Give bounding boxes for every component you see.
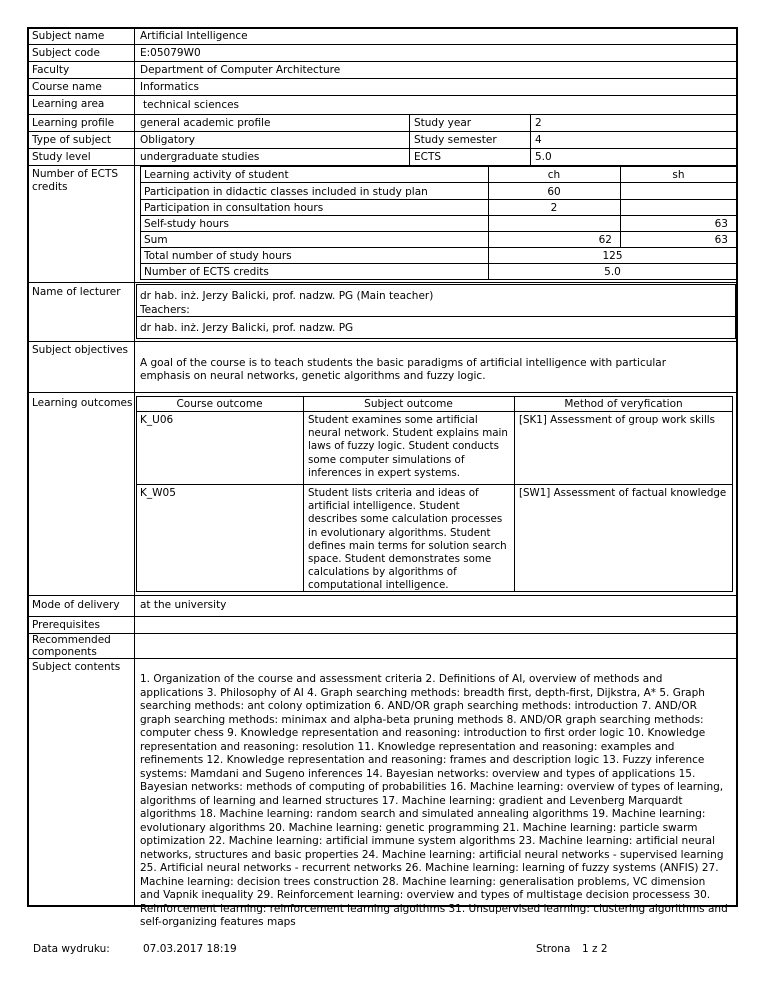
ects-total-label: Total number of study hours — [144, 250, 292, 262]
row-line — [28, 61, 737, 62]
learning-area-value: technical sciences — [143, 99, 240, 111]
outcomes-label: Learning outcomes — [32, 397, 133, 409]
ects-line — [140, 199, 737, 200]
ects-line — [140, 215, 737, 216]
ects-label: ECTS — [414, 151, 442, 163]
ects-header-activity: Learning activity of student — [144, 169, 289, 181]
prerequisites-label: Prerequisites — [32, 619, 100, 631]
outcome-method: [SW1] Assessment of factual knowledge — [519, 487, 727, 499]
type-of-subject-value: Obligatory — [140, 134, 195, 146]
label-column-divider — [134, 28, 135, 906]
subject-name-label: Subject name — [32, 30, 105, 42]
ects-row-activity: Self-study hours — [144, 218, 229, 230]
outcome-course: K_U06 — [140, 414, 174, 426]
row-line — [28, 44, 737, 45]
ects-header-sh: sh — [672, 169, 685, 181]
ects-row-ch: 60 — [547, 186, 561, 198]
page-label: Strona — [536, 943, 571, 955]
subject-name-value: Artificial Intelligence — [140, 30, 248, 42]
ects-row-activity: Participation in consultation hours — [144, 202, 324, 214]
page-number: 1 z 2 — [582, 943, 608, 955]
row-line — [28, 95, 737, 96]
course-name-label: Course name — [32, 81, 102, 93]
ects-line — [140, 247, 737, 248]
outcome-course: K_W05 — [140, 487, 176, 499]
row-line — [28, 595, 737, 596]
outcomes-col-line — [303, 396, 304, 592]
subject-code-value: E:05079W0 — [140, 47, 201, 59]
row-line — [28, 78, 737, 79]
ects-credits-label: Number of ECTS credits — [32, 168, 119, 193]
row-line — [28, 114, 737, 115]
learning-profile-label: Learning profile — [32, 117, 115, 129]
mode-of-delivery-label: Mode of delivery — [32, 599, 120, 611]
row-line — [28, 616, 737, 617]
ects-header-ch: ch — [547, 169, 561, 181]
learning-area-label: Learning area — [32, 98, 105, 110]
recommended-label: Recommended components — [32, 634, 111, 658]
row-line — [28, 392, 737, 393]
lecturer-line — [136, 316, 736, 317]
lecturer-label: Name of lecturer — [32, 286, 121, 298]
objectives-label: Subject objectives — [32, 344, 129, 356]
ects-row-sh: 63 — [714, 234, 728, 246]
row-line — [28, 131, 737, 132]
ects-total-value: 125 — [602, 250, 623, 262]
course-name-value: Informatics — [140, 81, 199, 93]
row-line — [28, 148, 737, 149]
study-year-value: 2 — [535, 117, 542, 129]
ects-credits-row-value: 5.0 — [604, 266, 621, 278]
outcomes-header-course: Course outcome — [176, 398, 263, 410]
row-line — [28, 341, 737, 342]
ects-value: 5.0 — [535, 151, 552, 163]
ects-line — [140, 182, 737, 183]
objectives-text: A goal of the course is to teach students the basic paradigms of artificial intelligence with particular emphasis on neural networks, genetic algorithms and fuzzy logic. — [140, 357, 667, 383]
study-level-value: undergraduate studies — [140, 151, 260, 163]
print-date-value: 07.03.2017 18:19 — [143, 943, 237, 955]
contents-text: 1. Organization of the course and assessment criteria 2. Definitions of AI, overview of methods and applications 3. Philosophy of AI 4. Graph searching methods: breadth first, depth-first, Dijkstra, A* 5. Graph searching methods: ant colony optimization 6. AND/OR graph searching methods: introduction 7. AND/OR graph searching methods: minimax and alpha-beta pruning methods 8. AND/OR graph searching methods: computer chess 9. Knowledge representation and reasoning: introduction to first order logic 10. Knowledge representation and reasoning: resolution 11. Knowledge representation and reasoning: examples and refinements 12. Knowledge representation and reasoning: frames and description logic 13. Fuzzy inference systems: Mamdani and Sugeno inferences 14. Bayesian networks: overview and types of applications 15. Bayesian networks: methods of computing of probabilities 16. Machine learning: overview of types of learning, algorithms of learning and learned structures 17. Machine learning: gradient and Levenberg Marquardt algorithms 18. Machine learning: random search and simulated annealing algorithms 19. Machine learning: evolutionary algorithms 20. Machine learning: genetic programming 21. Machine learning: particle swarm optimization 22. Machine learning: artificial immune system algorithms 23. Machine learning: artificial neural networks, structures and basic properties 24. Machine learning: artificial neural networks - supervised learning 25. Artificial neural networks - recurrent networks 26. Machine learning: learning of fuzzy systems (ANFIS) 27. Machine learning: decision trees construction 28. Machine learning: generalisation problems, VC dimension and Vapnik inequality 29. Reinforcement learning: overview and types of multistage decision processess 30. Reinforcement learning: reinforcement learning algoithms 31. Unsupervised learning: clustering algorithms and self-organizing features maps — [140, 673, 728, 928]
outcomes-line — [136, 411, 733, 412]
ects-line — [140, 231, 737, 232]
ects-row-sh: 63 — [714, 218, 728, 230]
col-line — [409, 114, 410, 165]
faculty-value: Department of Computer Architecture — [140, 64, 341, 76]
mode-of-delivery-value: at the university — [140, 599, 227, 611]
study-year-label: Study year — [414, 117, 472, 129]
outcome-subject: Student examines some artificial neural network. Student explains main laws of fuzzy logic. Student conducts some computer simulations of inferences in expert systems. — [308, 414, 508, 479]
row-line — [28, 633, 737, 634]
ects-line — [140, 263, 737, 264]
outcome-method: [SK1] Assessment of group work skills — [519, 414, 716, 426]
outcomes-line — [136, 484, 733, 485]
teachers-label: Teachers: — [140, 304, 190, 316]
ects-row-activity: Sum — [144, 234, 168, 246]
outcomes-header-subject: Subject outcome — [364, 398, 453, 410]
contents-label: Subject contents — [32, 661, 121, 673]
print-date-label: Data wydruku: — [33, 943, 110, 955]
col-line — [530, 114, 531, 165]
outcomes-col-line — [514, 396, 515, 592]
outcome-subject: Student lists criteria and ideas of artificial intelligence. Student describes some calculation processes in evolutionary algorithms. Student defines main terms for solution search space. Student demonstrates some calculations by algorithms of computational intelligence. — [308, 487, 507, 592]
ects-row-ch: 2 — [550, 202, 558, 214]
teachers-value: dr hab. inż. Jerzy Balicki, prof. nadzw. PG — [140, 322, 354, 334]
ects-row-ch: 62 — [598, 234, 612, 246]
ects-row-activity: Participation in didactic classes included in study plan — [144, 186, 428, 198]
lecturer-main: dr hab. inż. Jerzy Balicki, prof. nadzw. PG (Main teacher) — [140, 290, 434, 302]
ects-credits-row-label: Number of ECTS credits — [144, 266, 269, 278]
study-semester-value: 4 — [535, 134, 542, 146]
type-of-subject-label: Type of subject — [32, 134, 111, 146]
study-semester-label: Study semester — [414, 134, 497, 146]
learning-profile-value: general academic profile — [140, 117, 271, 129]
outcomes-header-method: Method of veryfication — [564, 398, 683, 410]
subject-code-label: Subject code — [32, 47, 100, 59]
faculty-label: Faculty — [32, 64, 70, 76]
study-level-label: Study level — [32, 151, 91, 163]
row-line — [28, 282, 737, 283]
row-line — [28, 658, 737, 659]
